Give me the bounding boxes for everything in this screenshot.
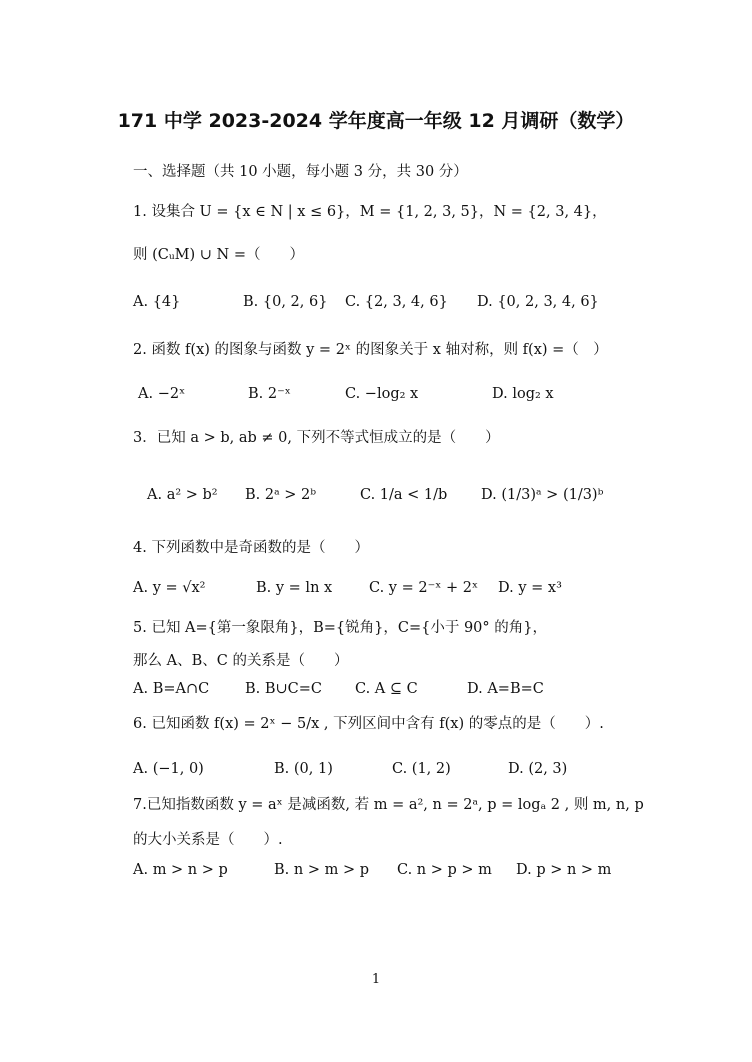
question-6-stem: 6. 已知函数 f(x) = 2ˣ − 5/x , 下列区间中含有 f(x) 的零点的是（ ）.	[133, 716, 604, 732]
question-7-stem-line-1: 7.已知指数函数 y = aˣ 是减函数, 若 m = a², n = 2ᵃ, p = logₐ 2 , 则 m, n, p	[133, 797, 644, 813]
section-heading: 一、选择题（共 10 小题，每小题 3 分，共 30 分）	[133, 164, 468, 180]
page-title: 171 中学 2023-2024 学年度高一年级 12 月调研（数学）	[117, 110, 635, 132]
question-2-option-a: A. −2ˣ	[138, 386, 186, 402]
question-5-stem-line-2: 那么 A、B、C 的关系是（ ）	[133, 653, 349, 669]
question-5-option-c: C. A ⊆ C	[355, 681, 418, 697]
question-7-stem-line-2: 的大小关系是（ ）.	[133, 832, 283, 848]
question-1-stem-line-2: 则 (CᵤM) ∪ N =（ ）	[133, 247, 304, 263]
question-1-stem-line-1: 1. 设集合 U = {x ∈ N | x ≤ 6}，M = {1, 2, 3, 5}，N = {2, 3, 4}，	[133, 204, 607, 220]
question-2-option-c: C. −log₂ x	[345, 386, 419, 402]
question-7-option-c: C. n > p > m	[397, 862, 492, 878]
question-6-option-c: C. (1, 2)	[392, 761, 451, 777]
question-6-option-b: B. (0, 1)	[274, 761, 333, 777]
question-1-option-a: A. {4}	[133, 294, 181, 310]
question-5-option-b: B. B∪C=C	[245, 681, 323, 697]
question-5-option-a: A. B=A∩C	[133, 681, 210, 697]
question-3-stem: 3．已知 a > b, ab ≠ 0, 下列不等式恒成立的是（ ）	[133, 430, 500, 446]
question-1-option-d: D. {0, 2, 3, 4, 6}	[477, 294, 599, 310]
question-2-stem: 2. 函数 f(x) 的图象与函数 y = 2ˣ 的图象关于 x 轴对称，则 f(x) =（ ）	[133, 342, 608, 358]
question-7-option-b: B. n > m > p	[274, 862, 369, 878]
question-3-option-d: D. (1/3)ᵃ > (1/3)ᵇ	[481, 487, 604, 503]
question-3-option-b: B. 2ᵃ > 2ᵇ	[245, 487, 317, 503]
question-6-option-a: A. (−1, 0)	[133, 761, 204, 777]
question-3-option-a: A. a² > b²	[147, 487, 218, 503]
question-3-option-c: C. 1/a < 1/b	[360, 487, 448, 503]
question-4-option-d: D. y = x³	[498, 580, 562, 596]
page-number: 1	[371, 972, 381, 987]
question-4-option-c: C. y = 2⁻ˣ + 2ˣ	[369, 580, 479, 596]
question-7-option-a: A. m > n > p	[133, 862, 228, 878]
question-2-option-d: D. log₂ x	[492, 386, 554, 402]
question-1-option-b: B. {0, 2, 6}	[243, 294, 328, 310]
question-4-option-b: B. y = ln x	[256, 580, 333, 596]
question-6-option-d: D. (2, 3)	[508, 761, 568, 777]
question-2-option-b: B. 2⁻ˣ	[248, 386, 291, 402]
question-1-option-c: C. {2, 3, 4, 6}	[345, 294, 448, 310]
question-5-stem-line-1: 5. 已知 A={第一象限角}，B={锐角}，C={小于 90° 的角}，	[133, 620, 547, 636]
question-4-stem: 4. 下列函数中是奇函数的是（ ）	[133, 540, 369, 556]
question-4-option-a: A. y = √x²	[133, 580, 206, 596]
question-7-option-d: D. p > n > m	[516, 862, 612, 878]
question-5-option-d: D. A=B=C	[467, 681, 544, 697]
